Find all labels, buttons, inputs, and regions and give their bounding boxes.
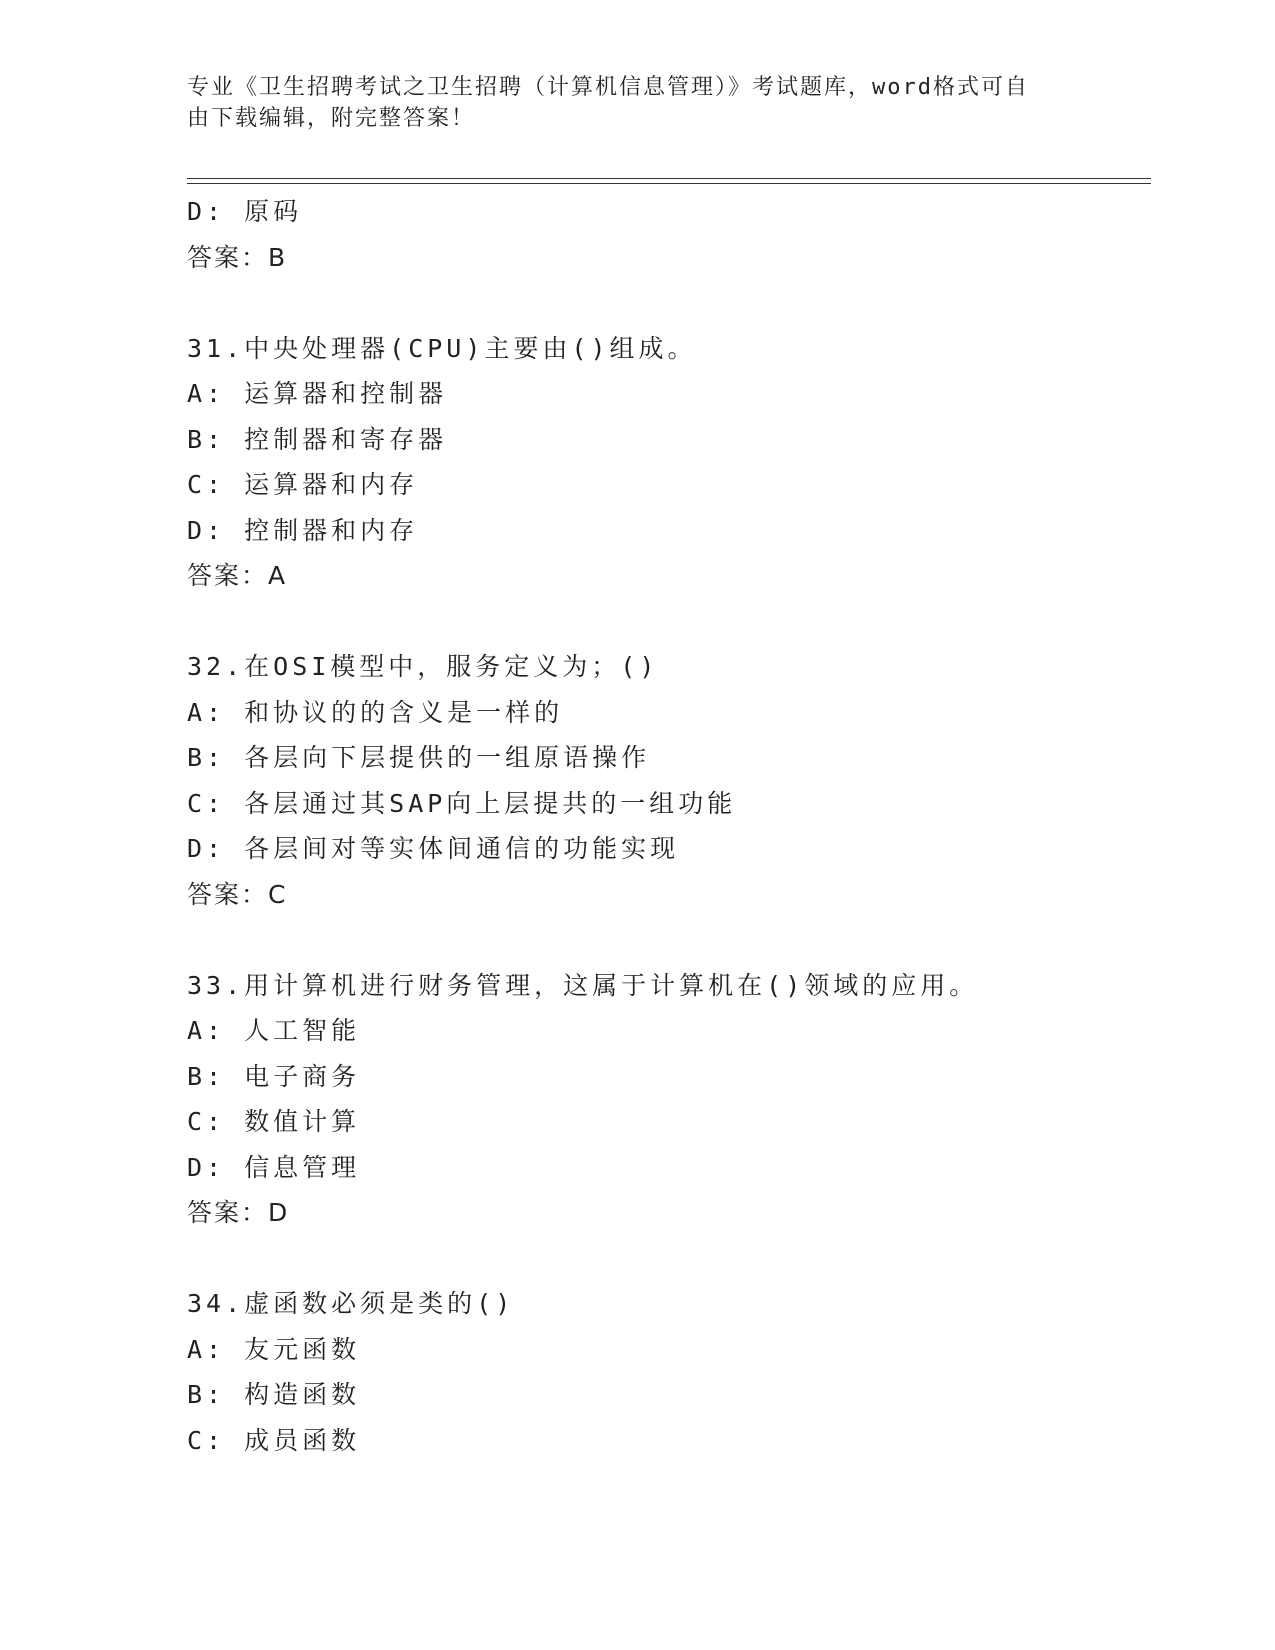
option-a: A: 运算器和控制器 (187, 379, 448, 408)
option-b: B: 各层向下层提供的一组原语操作 (187, 743, 651, 772)
answer-line: 答案：C (187, 879, 288, 909)
question-stem: 32.在OSI模型中，服务定义为；() (187, 652, 659, 681)
option-b: B: 电子商务 (187, 1061, 361, 1091)
spacer (187, 280, 1147, 326)
header-divider-bottom (187, 183, 1151, 184)
header-divider-top (187, 178, 1151, 179)
option-c: C: 成员函数 (187, 1425, 361, 1455)
spacer (187, 1236, 1147, 1282)
question-stem: 33.用计算机进行财务管理，这属于计算机在()领域的应用。 (187, 970, 979, 1000)
option-d: D: 控制器和内存 (187, 515, 419, 545)
header-line-1: 专业《卫生招聘考试之卫生招聘（计算机信息管理）》考试题库，word格式可自 (187, 75, 1029, 100)
option-a: A: 人工智能 (187, 1016, 361, 1045)
option-d: D: 各层间对等实体间通信的功能实现 (187, 834, 680, 863)
option-b: B: 控制器和寄存器 (187, 424, 448, 454)
option-d: D: 原码 (187, 197, 303, 226)
option-a: A: 友元函数 (187, 1334, 361, 1364)
answer-line: 答案：B (187, 242, 288, 272)
answer-line: 答案：A (187, 561, 288, 590)
spacer (187, 599, 1147, 645)
option-d: D: 信息管理 (187, 1152, 361, 1182)
option-b: B: 构造函数 (187, 1380, 361, 1409)
question-stem: 31.中央处理器(CPU)主要由()组成。 (187, 333, 697, 363)
question-stem: 34.虚函数必须是类的() (187, 1289, 515, 1318)
option-c: C: 各层通过其SAP向上层提共的一组功能 (187, 788, 737, 818)
document-header (187, 72, 1067, 134)
option-c: C: 运算器和内存 (187, 470, 419, 499)
option-a: A: 和协议的的含义是一样的 (187, 697, 564, 727)
answer-line: 答案：D (187, 1198, 290, 1227)
spacer (187, 917, 1147, 963)
question-list (187, 189, 1147, 1463)
header-line-2: 由下载编辑，附完整答案！ (187, 106, 476, 131)
option-c: C: 数值计算 (187, 1107, 361, 1136)
